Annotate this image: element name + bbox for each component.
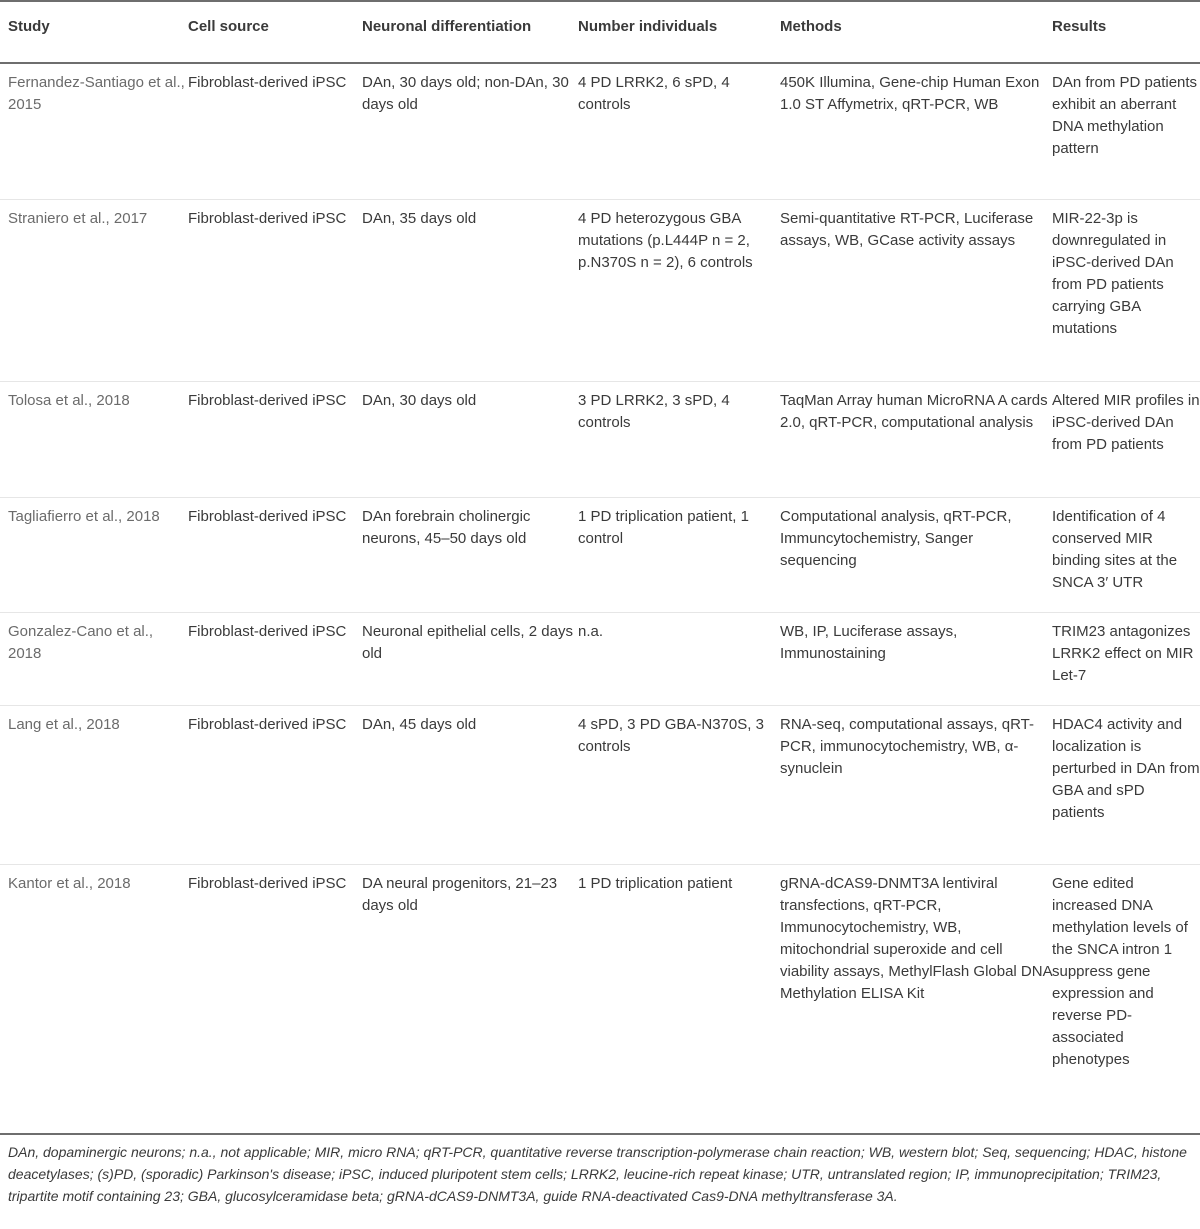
individuals-cell: 3 PD LRRK2, 3 sPD, 4 controls <box>578 391 730 431</box>
differentiation-cell: DAn, 45 days old <box>362 715 477 733</box>
methods-cell: TaqMan Array human MicroRNA A cards 2.0, qRT-PCR, computational analysis <box>780 391 1048 431</box>
cell-source-cell: Fibroblast-derived iPSC <box>188 715 347 733</box>
individuals-cell: 4 PD heterozygous GBA mutations (p.L444P n = 2, p.N370S n = 2), 6 controls <box>578 209 753 271</box>
study-cell: Tolosa et al., 2018 <box>8 391 130 409</box>
cell-source-cell: Fibroblast-derived iPSC <box>188 507 347 525</box>
study-cell: Kantor et al., 2018 <box>8 874 131 892</box>
methods-cell: RNA-seq, computational assays, qRT-PCR, immunocytochemistry, WB, α-synuclein <box>780 715 1034 777</box>
study-cell: Gonzalez-Cano et al., 2018 <box>8 622 154 662</box>
results-cell: Altered MIR profiles in iPSC-derived DAn from PD patients <box>1052 391 1200 453</box>
footnote-text: DAn, dopaminergic neurons; n.a., not applicable; MIR, micro RNA; qRT-PCR, quantitative reverse transcription-polymerase chain reaction; WB, western blot; Seq, sequencing; HDAC, histone deacetylases; (s)PD, (sporadic) Parkinson's disease; iPSC, induced pluripotent stem cells; LRRK2, leucine-rich repeat kinase; UTR, untranslated region; IP, immunoprecipitation; TRIM23, tripartite motif containing 23; GBA, glucosylceramidase beta; gRNA-dCAS9-DNMT3A, guide RNA-deactivated Cas9-DNA methyltransferase 3A. <box>8 1144 1187 1204</box>
table-row <box>0 63 1200 199</box>
table-row <box>0 381 1200 497</box>
cell-source-cell: Fibroblast-derived iPSC <box>188 622 347 640</box>
table-row <box>0 705 1200 864</box>
differentiation-cell: DA neural progenitors, 21–23 days old <box>362 874 558 914</box>
results-cell: Identification of 4 conserved MIR binding sites at the SNCA 3′ UTR <box>1052 507 1178 591</box>
individuals-cell: 1 PD triplication patient <box>578 874 733 892</box>
header-methods: Methods <box>780 1 1052 63</box>
individuals-cell: 4 PD LRRK2, 6 sPD, 4 controls <box>578 74 730 113</box>
methods-cell: gRNA-dCAS9-DNMT3A lentiviral transfections, qRT-PCR, Immunocytochemistry, WB, mitochondrial superoxide and cell viability assays, MethylFlash Global DNA Methylation ELISA Kit <box>780 874 1052 1002</box>
individuals-cell: 4 sPD, 3 PD GBA-N370S, 3 controls <box>578 715 764 755</box>
study-cell: Straniero et al., 2017 <box>8 209 148 227</box>
differentiation-cell: DAn, 30 days old <box>362 391 477 409</box>
header-neuronal-differentiation: Neuronal differentiation <box>362 1 578 63</box>
cell-source-cell: Fibroblast-derived iPSC <box>188 874 347 892</box>
results-cell: HDAC4 activity and localization is perturbed in DAn from GBA and sPD patients <box>1052 715 1200 821</box>
methods-cell: Semi-quantitative RT-PCR, Luciferase assays, WB, GCase activity assays <box>780 209 1034 249</box>
header-results: Results <box>1052 1 1200 63</box>
table-row <box>0 497 1200 612</box>
differentiation-cell: Neuronal epithelial cells, 2 days old <box>362 622 573 662</box>
table-row <box>0 612 1200 705</box>
cell-source-cell: Fibroblast-derived iPSC <box>188 74 347 91</box>
methods-cell: Computational analysis, qRT-PCR, Immuncytochemistry, Sanger sequencing <box>780 507 1012 569</box>
methods-cell: WB, IP, Luciferase assays, Immunostaining <box>780 622 958 662</box>
table-footnote <box>0 1133 1200 1207</box>
header-number-individuals: Number individuals <box>578 1 780 63</box>
methods-cell: 450K Illumina, Gene-chip Human Exon 1.0 ST Affymetrix, qRT-PCR, WB <box>780 74 1040 113</box>
results-cell: DAn from PD patients exhibit an aberrant DNA methylation pattern <box>1052 74 1198 157</box>
individuals-cell: 1 PD triplication patient, 1 control <box>578 507 749 547</box>
study-cell: Fernandez-Santiago et al., 2015 <box>8 74 185 113</box>
differentiation-cell: DAn, 35 days old <box>362 209 477 227</box>
table-row <box>0 199 1200 381</box>
differentiation-cell: DAn, 30 days old; non-DAn, 30 days old <box>362 74 569 113</box>
table-row <box>0 864 1200 1133</box>
results-cell: Gene edited increased DNA methylation levels of the SNCA intron 1 suppress gene expression and reverse PD-associated phenotypes <box>1052 874 1188 1068</box>
study-cell: Tagliafierro et al., 2018 <box>8 507 160 525</box>
results-cell: TRIM23 antagonizes LRRK2 effect on MIR Let-7 <box>1052 622 1194 684</box>
cell-source-cell: Fibroblast-derived iPSC <box>188 209 347 227</box>
header-cell-source: Cell source <box>188 1 362 63</box>
differentiation-cell: DAn forebrain cholinergic neurons, 45–50 days old <box>362 507 531 547</box>
results-cell: MIR-22-3p is downregulated in iPSC-derived DAn from PD patients carrying GBA mutations <box>1052 209 1174 337</box>
header-study: Study <box>0 1 188 63</box>
cell-source-cell: Fibroblast-derived iPSC <box>188 391 347 409</box>
individuals-cell: n.a. <box>578 622 604 640</box>
study-cell: Lang et al., 2018 <box>8 715 120 733</box>
table-header-row <box>0 1 1200 63</box>
